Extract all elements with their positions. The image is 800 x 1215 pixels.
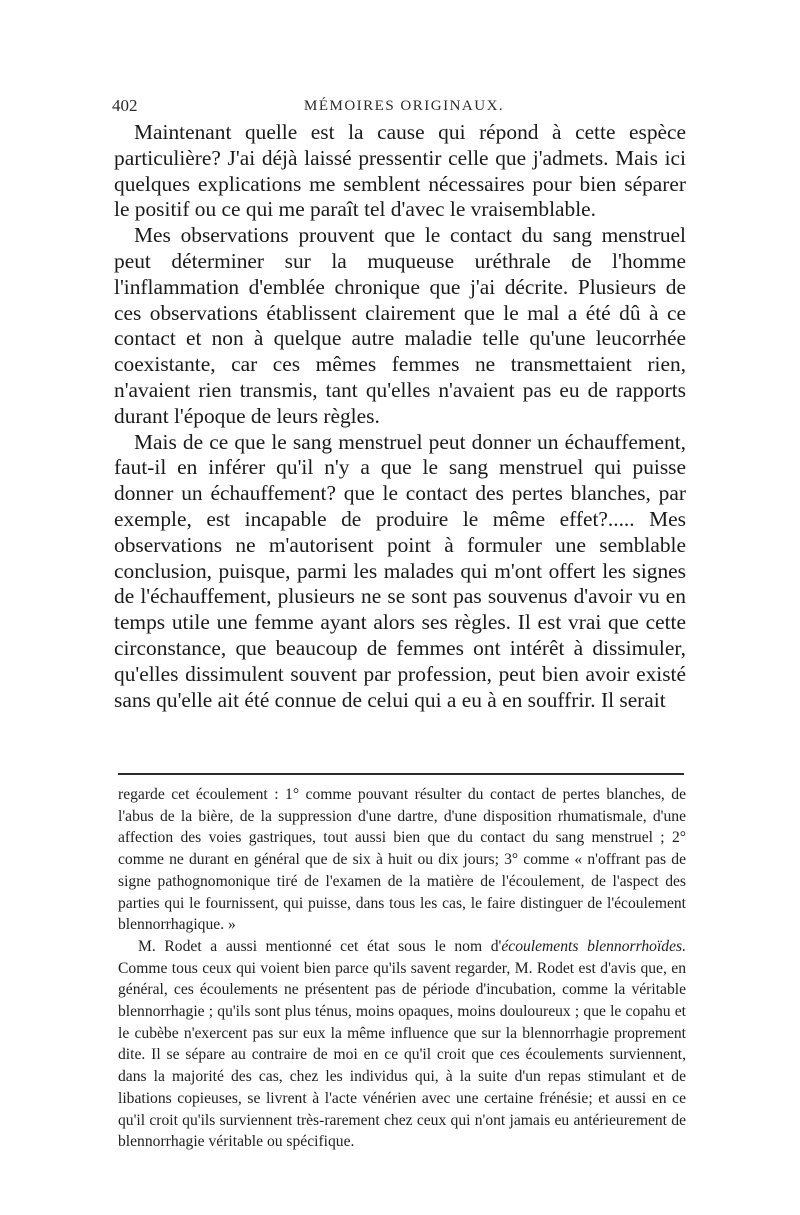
paragraph-cause: Maintenant quelle est la cause qui répond à cette espèce particulière? J'ai déjà laissé pressentir celle que j'admets. Mais ici quelques explications me semblent nécessaires pour bien séparer le positif ou ce qui me paraît tel d'avec le vraisemblable. (114, 120, 686, 222)
footnote-rodet-text-end: Comme tous ceux qui voient bien parce qu'ils savent regarder, M. Rodet est d'avis que, en général, ces écoulements ne présentent pas de période d'incubation, comme la véritable blennorrhagie ; qu'ils sont plus ténus, moins opaques, moins douloureux ; que le copahu et le cubèbe n'exercent pas sur eux la même influence que sur la blennorrhagie proprement dite. Il se sépare au contraire de moi en ce qu'il croit que ces écoulements surviennent, dans la majorité des cas, chez les individus qui, à la suite d'un repas stimulant et de libations copieuses, se livrent à l'acte vénérien avec une certaine frénésie; et aussi en ce qu'il croit qu'ils surviennent très-rarement chez ceux qui n'ont jamais eu antérieurement de blennorrhagie véritable ou spécifique. (118, 959, 686, 1151)
paragraph-observations: Mes observations prouvent que le contact du sang menstruel peut déterminer sur la muqueuse uréthrale de l'homme l'inflammation d'emblée chronique que j'ai décrite. Plusieurs de ces observations établissent clairement que le mal a été dû à ce contact et non à quelque autre maladie telle qu'une leucorrhée coexistante, car ces mêmes femmes ne transmettaient rien, n'avaient rien transmis, tant qu'elles n'avaient pas eu de rapports durant l'époque de leurs règles. (114, 223, 686, 428)
running-title: MÉMOIRES ORIGINAUX. (304, 98, 505, 114)
footnote-rodet-text-start: M. Rodet a aussi mentionné cet état sous le nom d' (138, 937, 502, 955)
footnotes (118, 784, 686, 1153)
paragraph-menstrual-blood: Mais de ce que le sang menstruel peut donner un échauffement, faut-il en inférer qu'il n'y a que le sang menstruel qui puisse donner un échauffement? que le contact des pertes blanches, par exemple, est incapable de produire le même effet?..... Mes observations ne m'autorisent point à formuler une semblable conclusion, puisque, parmi les malades qui m'ont offert les signes de l'échauffement, plusieurs ne se sont pas souvenus d'avoir vu en temps utile une femme ayant alors ses règles. Il est vrai que cette circonstance, que beaucoup de femmes ont intérêt à dissimuler, qu'elles dissimulent souvent par profession, peut bien avoir existé sans qu'elle ait été connue de celui qui a eu à en souffrir. Il serait (114, 429, 686, 712)
footnote-divider (118, 773, 684, 775)
running-head (112, 96, 692, 120)
page-number: 402 (112, 96, 138, 115)
footnote-rodet (118, 936, 686, 1153)
main-text (114, 120, 686, 713)
footnote-continuation: regarde cet écoulement : 1° comme pouvant résulter du contact de pertes blanches, de l'abus de la bière, de la suppression d'une dartre, d'une disposition rhumatismale, d'une affection des voies gastriques, tout aussi bien que du contact du sang menstruel ; 2° comme ne durant en général que de six à huit ou dix jours; 3° comme « n'offrant pas de signe pathognomonique tiré de l'examen de la matière de l'écoulement, de l'aspect des parties qui le fournissent, qui puisse, dans tous les cas, le faire distinguer de l'écoulement blennorrhagique. » (118, 786, 686, 934)
footnote-rodet-term: écoulements blennorrhoïdes. (501, 937, 686, 955)
